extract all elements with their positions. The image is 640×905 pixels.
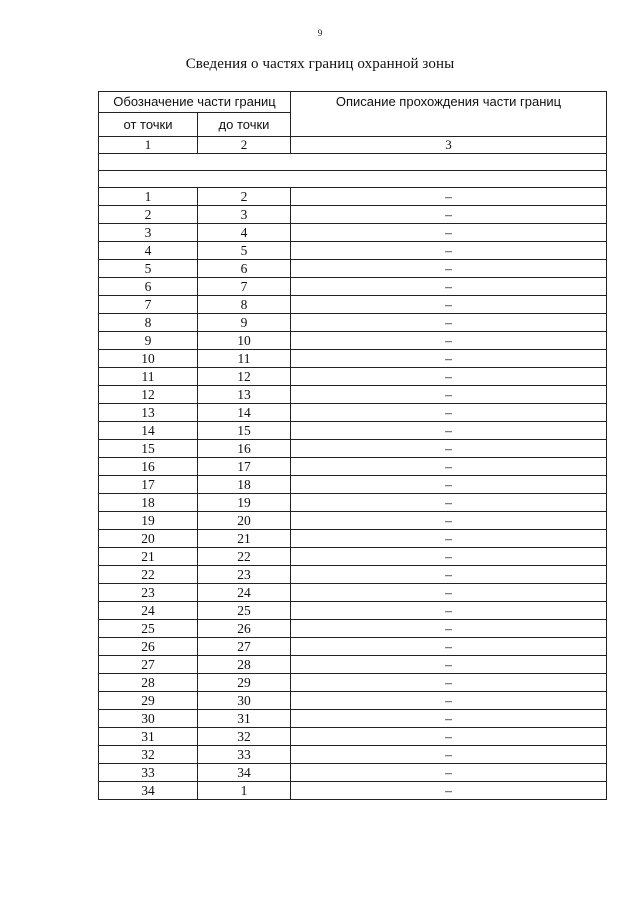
description-cell: – [291, 674, 607, 692]
description-cell: – [291, 638, 607, 656]
from-point-cell: 4 [99, 242, 198, 260]
to-point-cell: 23 [198, 566, 291, 584]
from-point-cell: 18 [99, 494, 198, 512]
description-cell: – [291, 584, 607, 602]
table-row [99, 494, 607, 512]
description-cell: – [291, 278, 607, 296]
table-row [99, 530, 607, 548]
from-point-cell: 20 [99, 530, 198, 548]
table-row [99, 476, 607, 494]
description-cell: – [291, 782, 607, 800]
description-cell: – [291, 494, 607, 512]
to-point-cell: 6 [198, 260, 291, 278]
from-point-cell: 2 [99, 206, 198, 224]
description-cell: – [291, 746, 607, 764]
to-point-cell: 14 [198, 404, 291, 422]
description-cell: – [291, 368, 607, 386]
to-point-cell: 13 [198, 386, 291, 404]
column-number: 1 [99, 137, 198, 154]
to-point-cell: 15 [198, 422, 291, 440]
table-row [99, 332, 607, 350]
description-cell: – [291, 404, 607, 422]
to-point-cell: 8 [198, 296, 291, 314]
to-point-cell: 18 [198, 476, 291, 494]
description-cell: – [291, 476, 607, 494]
to-point-cell: 32 [198, 728, 291, 746]
description-cell: – [291, 566, 607, 584]
table-row [99, 674, 607, 692]
description-cell: – [291, 692, 607, 710]
from-point-cell: 27 [99, 656, 198, 674]
from-point-cell: 34 [99, 782, 198, 800]
from-point-cell: 13 [99, 404, 198, 422]
from-point-cell: 33 [99, 764, 198, 782]
description-cell: – [291, 332, 607, 350]
to-point-cell: 11 [198, 350, 291, 368]
table-row [99, 584, 607, 602]
to-point-cell: 12 [198, 368, 291, 386]
table-row [99, 440, 607, 458]
from-point-cell: 21 [99, 548, 198, 566]
from-point-cell: 14 [99, 422, 198, 440]
description-cell: – [291, 260, 607, 278]
table-row [99, 746, 607, 764]
table-row [99, 782, 607, 800]
table-row [99, 350, 607, 368]
from-point-cell: 28 [99, 674, 198, 692]
table-row [99, 692, 607, 710]
from-point-cell: 6 [99, 278, 198, 296]
to-point-cell: 24 [198, 584, 291, 602]
description-cell: – [291, 620, 607, 638]
to-point-cell: 21 [198, 530, 291, 548]
table-row [99, 278, 607, 296]
from-point-cell: 3 [99, 224, 198, 242]
table-row [99, 710, 607, 728]
table-row [99, 620, 607, 638]
to-point-cell: 20 [198, 512, 291, 530]
to-point-cell: 29 [198, 674, 291, 692]
description-cell: – [291, 764, 607, 782]
from-point-cell: 9 [99, 332, 198, 350]
to-point-cell: 17 [198, 458, 291, 476]
document-title: Сведения о частях границ охранной зоны [185, 56, 455, 72]
table-row [99, 728, 607, 746]
to-point-cell: 22 [198, 548, 291, 566]
description-cell: – [291, 314, 607, 332]
to-point-cell: 33 [198, 746, 291, 764]
spacer-row [99, 171, 607, 188]
table-row [99, 368, 607, 386]
description-cell: – [291, 422, 607, 440]
from-point-cell: 26 [99, 638, 198, 656]
table-row [99, 224, 607, 242]
table-row [99, 386, 607, 404]
to-point-cell: 4 [198, 224, 291, 242]
description-cell: – [291, 548, 607, 566]
to-point-cell: 28 [198, 656, 291, 674]
description-cell: – [291, 296, 607, 314]
description-cell: – [291, 242, 607, 260]
from-point-header: от точки [99, 113, 198, 137]
column-number: 3 [291, 137, 607, 154]
description-cell: – [291, 512, 607, 530]
table-row [99, 512, 607, 530]
from-point-cell: 24 [99, 602, 198, 620]
spacer-row [99, 154, 607, 171]
to-point-cell: 26 [198, 620, 291, 638]
from-point-cell: 12 [99, 386, 198, 404]
to-point-cell: 10 [198, 332, 291, 350]
from-point-cell: 10 [99, 350, 198, 368]
to-point-cell: 30 [198, 692, 291, 710]
description-cell: – [291, 656, 607, 674]
from-point-cell: 16 [99, 458, 198, 476]
from-point-cell: 30 [99, 710, 198, 728]
table-row [99, 422, 607, 440]
from-point-cell: 5 [99, 260, 198, 278]
description-cell: – [291, 386, 607, 404]
table-row [99, 656, 607, 674]
table-row [99, 458, 607, 476]
description-cell: – [291, 206, 607, 224]
to-point-cell: 16 [198, 440, 291, 458]
from-point-cell: 19 [99, 512, 198, 530]
page-number: 9 [317, 28, 323, 38]
table-row [99, 764, 607, 782]
from-point-cell: 1 [99, 188, 198, 206]
from-point-cell: 7 [99, 296, 198, 314]
table-row [99, 260, 607, 278]
to-point-cell: 1 [198, 782, 291, 800]
to-point-cell: 31 [198, 710, 291, 728]
from-point-cell: 29 [99, 692, 198, 710]
from-point-cell: 17 [99, 476, 198, 494]
description-header: Описание прохождения части границ [291, 92, 607, 137]
table-row [99, 404, 607, 422]
to-point-cell: 19 [198, 494, 291, 512]
description-cell: – [291, 530, 607, 548]
from-point-cell: 15 [99, 440, 198, 458]
to-point-cell: 25 [198, 602, 291, 620]
description-cell: – [291, 602, 607, 620]
table-row [99, 188, 607, 206]
designation-header: Обозначение части границ [99, 92, 291, 113]
from-point-cell: 8 [99, 314, 198, 332]
from-point-cell: 32 [99, 746, 198, 764]
table-row [99, 638, 607, 656]
table-row [99, 602, 607, 620]
table-row [99, 566, 607, 584]
description-cell: – [291, 188, 607, 206]
description-cell: – [291, 710, 607, 728]
description-cell: – [291, 728, 607, 746]
to-point-cell: 7 [198, 278, 291, 296]
from-point-cell: 25 [99, 620, 198, 638]
table-row [99, 548, 607, 566]
from-point-cell: 11 [99, 368, 198, 386]
table-row [99, 206, 607, 224]
to-point-cell: 3 [198, 206, 291, 224]
table-row [99, 296, 607, 314]
description-cell: – [291, 458, 607, 476]
description-cell: – [291, 224, 607, 242]
to-point-cell: 34 [198, 764, 291, 782]
to-point-cell: 2 [198, 188, 291, 206]
from-point-cell: 23 [99, 584, 198, 602]
to-point-cell: 9 [198, 314, 291, 332]
table-row [99, 242, 607, 260]
from-point-cell: 22 [99, 566, 198, 584]
boundary-parts-table [98, 91, 607, 800]
description-cell: – [291, 350, 607, 368]
column-number: 2 [198, 137, 291, 154]
to-point-cell: 27 [198, 638, 291, 656]
from-point-cell: 31 [99, 728, 198, 746]
description-cell: – [291, 440, 607, 458]
to-point-header: до точки [198, 113, 291, 137]
table-row [99, 314, 607, 332]
to-point-cell: 5 [198, 242, 291, 260]
